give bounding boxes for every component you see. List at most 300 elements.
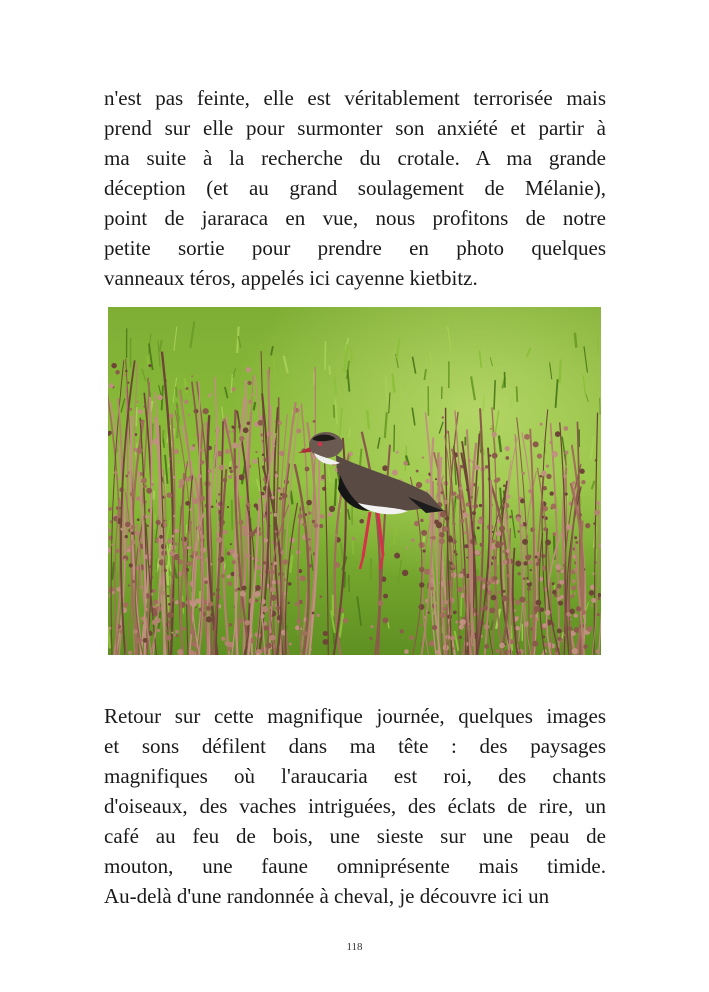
- seed-cluster: [406, 547, 408, 549]
- seed-cluster: [579, 469, 584, 474]
- seed-cluster: [152, 589, 156, 593]
- seed-cluster: [466, 650, 469, 653]
- seed-cluster: [459, 625, 464, 630]
- seed-cluster: [179, 479, 185, 485]
- grass-blade: [335, 479, 336, 507]
- seed-cluster: [131, 525, 136, 530]
- seed-cluster: [492, 531, 494, 533]
- seed-cluster: [505, 446, 510, 451]
- seed-cluster: [255, 599, 258, 602]
- seed-cluster: [527, 580, 530, 583]
- seed-cluster: [109, 627, 112, 630]
- seed-cluster: [254, 503, 258, 507]
- seed-cluster: [216, 537, 222, 543]
- seed-cluster: [516, 516, 521, 521]
- seed-cluster: [143, 638, 148, 643]
- seed-cluster: [191, 375, 193, 377]
- seed-cluster: [168, 458, 170, 460]
- seed-cluster: [255, 594, 259, 598]
- seed-cluster: [443, 500, 448, 505]
- seed-cluster: [229, 623, 233, 627]
- seed-cluster: [227, 574, 231, 578]
- seed-cluster: [501, 595, 507, 601]
- seed-cluster: [321, 475, 326, 480]
- grass-blade: [156, 559, 157, 587]
- seed-cluster: [128, 584, 130, 586]
- seed-cluster: [489, 607, 495, 613]
- seed-cluster: [369, 637, 372, 640]
- seed-cluster: [576, 606, 581, 611]
- seed-cluster: [169, 414, 174, 419]
- seed-cluster: [173, 515, 175, 517]
- seed-cluster: [171, 632, 173, 634]
- seed-cluster: [383, 594, 388, 599]
- seed-cluster: [246, 554, 250, 558]
- seed-cluster: [506, 574, 509, 577]
- seed-cluster: [526, 535, 528, 537]
- seed-cluster: [228, 552, 230, 554]
- seed-cluster: [247, 381, 251, 385]
- seed-cluster: [172, 535, 175, 538]
- seed-cluster: [178, 461, 180, 463]
- seed-cluster: [403, 461, 408, 466]
- seed-cluster: [240, 496, 242, 498]
- seed-cluster: [592, 573, 594, 575]
- seed-cluster: [546, 464, 549, 467]
- seed-cluster: [335, 534, 337, 536]
- seed-cluster: [475, 550, 480, 555]
- seed-cluster: [572, 481, 575, 484]
- seed-cluster: [221, 574, 225, 578]
- seed-cluster: [522, 539, 528, 545]
- seed-cluster: [281, 551, 285, 555]
- seed-cluster: [503, 485, 505, 487]
- seed-cluster: [136, 401, 138, 403]
- seed-cluster: [274, 562, 277, 565]
- seed-cluster: [520, 499, 525, 504]
- seed-cluster: [300, 628, 302, 630]
- seed-cluster: [453, 611, 457, 615]
- seed-cluster: [543, 486, 547, 490]
- seed-cluster: [439, 532, 445, 538]
- seed-cluster: [166, 492, 172, 498]
- seed-cluster: [377, 600, 383, 606]
- seed-cluster: [535, 618, 538, 621]
- seed-cluster: [556, 508, 559, 511]
- seed-cluster: [420, 624, 422, 626]
- seed-cluster: [496, 580, 499, 583]
- seed-cluster: [187, 561, 192, 566]
- seed-cluster: [552, 582, 555, 585]
- seed-cluster: [264, 458, 268, 462]
- seed-cluster: [483, 605, 488, 610]
- seed-cluster: [371, 625, 374, 628]
- seed-cluster: [540, 423, 543, 426]
- seed-cluster: [242, 525, 246, 529]
- seed-cluster: [273, 513, 277, 517]
- seed-cluster: [319, 595, 322, 598]
- seed-cluster: [124, 535, 128, 539]
- seed-cluster: [270, 512, 272, 514]
- grass-blade: [559, 359, 560, 383]
- seed-cluster: [138, 409, 143, 414]
- seed-cluster: [559, 580, 564, 585]
- seed-cluster: [279, 451, 285, 457]
- seed-cluster: [583, 645, 588, 650]
- seed-cluster: [296, 429, 301, 434]
- seed-cluster: [252, 393, 254, 395]
- seed-cluster: [259, 574, 261, 576]
- seed-cluster: [123, 602, 128, 607]
- seed-cluster: [464, 642, 468, 646]
- seed-cluster: [176, 405, 178, 407]
- seed-cluster: [596, 649, 600, 653]
- seed-cluster: [167, 595, 170, 598]
- seed-cluster: [288, 582, 292, 586]
- seed-cluster: [442, 416, 444, 418]
- seed-cluster: [232, 426, 235, 429]
- seed-cluster: [223, 570, 226, 573]
- seed-cluster: [505, 456, 509, 460]
- seed-cluster: [148, 364, 151, 367]
- seed-cluster: [416, 482, 422, 488]
- seed-cluster: [184, 543, 187, 546]
- grass-blade: [600, 398, 601, 415]
- seed-cluster: [258, 587, 261, 590]
- seed-cluster: [409, 635, 414, 640]
- seed-cluster: [284, 578, 287, 581]
- seed-cluster: [137, 518, 140, 521]
- seed-cluster: [541, 554, 545, 558]
- seed-cluster: [558, 600, 563, 605]
- seed-cluster: [114, 471, 117, 474]
- seed-cluster: [421, 530, 427, 536]
- seed-cluster: [302, 630, 307, 635]
- seed-cluster: [248, 508, 250, 510]
- seed-cluster: [232, 560, 236, 564]
- seed-cluster: [128, 650, 132, 654]
- seed-cluster: [450, 562, 453, 565]
- text-line: point de jararaca en vue, nous profitons de notre: [104, 206, 606, 230]
- seed-cluster: [283, 559, 289, 565]
- seed-cluster: [555, 431, 561, 437]
- seed-cluster: [157, 629, 160, 632]
- seed-cluster: [300, 575, 306, 581]
- seed-cluster: [288, 602, 290, 604]
- seed-cluster: [515, 626, 520, 631]
- seed-cluster: [173, 476, 176, 479]
- seed-cluster: [164, 379, 167, 382]
- seed-cluster: [523, 561, 527, 565]
- seed-cluster: [136, 496, 141, 501]
- seed-cluster: [136, 448, 142, 454]
- seed-cluster: [141, 546, 143, 548]
- seed-cluster: [574, 614, 578, 618]
- seed-cluster: [359, 519, 364, 524]
- seed-cluster: [235, 589, 238, 592]
- seed-cluster: [177, 649, 183, 655]
- seed-cluster: [177, 559, 183, 565]
- seed-cluster: [477, 526, 480, 529]
- seed-cluster: [594, 510, 600, 516]
- seed-cluster: [563, 634, 565, 636]
- seed-cluster: [292, 546, 294, 548]
- seed-cluster: [271, 496, 274, 499]
- seed-cluster: [349, 452, 353, 456]
- seed-cluster: [119, 630, 123, 634]
- seed-cluster: [134, 629, 138, 633]
- seed-cluster: [189, 508, 192, 511]
- seed-cluster: [444, 600, 449, 605]
- seed-cluster: [246, 503, 251, 508]
- seed-cluster: [140, 539, 143, 542]
- seed-cluster: [530, 615, 533, 618]
- seed-cluster: [244, 620, 250, 626]
- seed-cluster: [591, 604, 593, 606]
- seed-cluster: [394, 553, 400, 559]
- seed-cluster: [474, 504, 478, 508]
- seed-cluster: [130, 491, 135, 496]
- seed-cluster: [525, 555, 531, 561]
- seed-cluster: [472, 511, 476, 515]
- seed-cluster: [420, 519, 423, 522]
- paragraph-2: [104, 701, 606, 911]
- seed-cluster: [116, 587, 121, 592]
- seed-cluster: [270, 595, 276, 601]
- seed-cluster: [297, 619, 302, 624]
- seed-cluster: [141, 478, 147, 484]
- seed-cluster: [432, 536, 436, 540]
- seed-cluster: [268, 525, 270, 527]
- seed-cluster: [239, 436, 244, 441]
- seed-cluster: [204, 580, 208, 584]
- seed-cluster: [227, 581, 232, 586]
- seed-cluster: [435, 478, 437, 480]
- seed-cluster: [266, 643, 272, 649]
- seed-cluster: [484, 644, 489, 649]
- paragraph-1: [104, 83, 606, 293]
- seed-cluster: [528, 560, 532, 564]
- seed-cluster: [396, 451, 399, 454]
- seed-cluster: [463, 512, 469, 518]
- seed-cluster: [499, 526, 505, 532]
- seed-cluster: [352, 537, 355, 540]
- grass-blade: [154, 491, 155, 500]
- seed-cluster: [278, 489, 281, 492]
- seed-cluster: [495, 542, 501, 548]
- seed-cluster: [232, 387, 236, 391]
- seed-cluster: [319, 524, 323, 528]
- seed-cluster: [262, 606, 268, 612]
- seed-cluster: [227, 506, 229, 508]
- seed-cluster: [477, 519, 482, 524]
- text-line: d'oiseaux, des vaches intriguées, des éclats de rire, un: [104, 794, 606, 818]
- seed-cluster: [422, 456, 424, 458]
- seed-cluster: [530, 569, 532, 571]
- seed-cluster: [299, 508, 301, 510]
- seed-cluster: [524, 434, 530, 440]
- seed-cluster: [184, 400, 188, 404]
- seed-cluster: [528, 489, 532, 493]
- seed-cluster: [274, 530, 277, 533]
- seed-cluster: [553, 532, 557, 536]
- seed-cluster: [439, 538, 445, 544]
- seed-cluster: [312, 520, 316, 524]
- seed-cluster: [577, 538, 579, 540]
- seed-cluster: [458, 573, 463, 578]
- seed-cluster: [155, 520, 160, 525]
- seed-cluster: [125, 475, 128, 478]
- seed-cluster: [466, 556, 468, 558]
- seed-cluster: [188, 414, 190, 416]
- seed-cluster: [479, 577, 483, 581]
- seed-cluster: [146, 488, 152, 494]
- seed-cluster: [519, 597, 525, 603]
- seed-cluster: [118, 477, 120, 479]
- seed-cluster: [305, 467, 310, 472]
- seed-cluster: [490, 428, 492, 430]
- seed-cluster: [289, 642, 292, 645]
- seed-cluster: [468, 459, 471, 462]
- seed-cluster: [566, 524, 572, 530]
- seed-cluster: [186, 477, 191, 482]
- text-line: Au-delà d'une randonnée à cheval, je découvre ici un: [104, 884, 550, 908]
- seed-cluster: [552, 590, 557, 595]
- page-number: 118: [346, 941, 363, 953]
- seed-cluster: [533, 441, 539, 447]
- seed-cluster: [145, 515, 149, 519]
- seed-cluster: [302, 523, 305, 526]
- seed-cluster: [109, 383, 114, 388]
- seed-cluster: [572, 579, 576, 583]
- seed-cluster: [460, 619, 466, 625]
- seed-cluster: [487, 581, 491, 585]
- seed-cluster: [211, 505, 214, 508]
- seed-cluster: [218, 493, 220, 495]
- seed-cluster: [451, 572, 457, 578]
- seed-cluster: [243, 427, 249, 433]
- grass-blade: [334, 405, 335, 418]
- seed-cluster: [507, 651, 510, 654]
- seed-cluster: [192, 444, 195, 447]
- seed-cluster: [416, 470, 419, 473]
- seed-cluster: [172, 598, 175, 601]
- seed-cluster: [242, 585, 247, 590]
- seed-cluster: [199, 495, 205, 501]
- seed-cluster: [535, 600, 541, 606]
- seed-cluster: [466, 502, 470, 506]
- seed-cluster: [506, 549, 510, 553]
- seed-cluster: [491, 595, 497, 601]
- seed-cluster: [127, 382, 129, 384]
- seed-cluster: [111, 363, 117, 369]
- seed-cluster: [306, 500, 312, 506]
- seed-cluster: [557, 584, 562, 589]
- seed-cluster: [238, 474, 244, 480]
- seed-cluster: [125, 370, 128, 373]
- seed-cluster: [174, 529, 179, 534]
- seed-cluster: [219, 465, 225, 471]
- grass-blade: [176, 387, 177, 398]
- seed-cluster: [404, 649, 409, 654]
- seed-cluster: [485, 465, 489, 469]
- seed-cluster: [506, 494, 511, 499]
- seed-cluster: [252, 459, 257, 464]
- seed-cluster: [175, 630, 179, 634]
- seed-cluster: [581, 480, 585, 484]
- seed-cluster: [565, 493, 568, 496]
- seed-cluster: [551, 503, 557, 509]
- seed-cluster: [308, 511, 311, 514]
- seed-cluster: [153, 599, 158, 604]
- seed-cluster: [223, 530, 228, 535]
- seed-cluster: [536, 562, 540, 566]
- seed-cluster: [563, 475, 566, 478]
- text-line: petite sortie pour prendre en photo quelques: [104, 236, 606, 260]
- text-line: vanneaux téros, appelés ici cayenne kietbitz.: [104, 266, 478, 290]
- seed-cluster: [175, 634, 178, 637]
- text-line: et sons défilent dans ma tête : des paysages: [104, 734, 606, 758]
- seed-cluster: [464, 544, 468, 548]
- text-line: magnifiques où l'araucaria est roi, des chants: [104, 764, 606, 788]
- seed-cluster: [479, 504, 482, 507]
- seed-cluster: [152, 619, 158, 625]
- seed-cluster: [159, 535, 163, 539]
- seed-cluster: [425, 479, 429, 483]
- grass-blade: [329, 366, 330, 375]
- seed-cluster: [527, 587, 531, 591]
- seed-cluster: [498, 591, 501, 594]
- text-line: n'est pas feinte, elle est véritablement terrorisée mais: [104, 86, 606, 110]
- seed-cluster: [455, 621, 458, 624]
- seed-cluster: [509, 515, 512, 518]
- seed-cluster: [282, 493, 288, 499]
- seed-cluster: [552, 451, 558, 457]
- seed-cluster: [195, 434, 197, 436]
- seed-cluster: [492, 432, 497, 437]
- seed-cluster: [591, 598, 596, 603]
- seed-cluster: [517, 572, 520, 575]
- seed-cluster: [328, 512, 333, 517]
- seed-cluster: [539, 475, 542, 478]
- seed-cluster: [323, 631, 328, 636]
- seed-cluster: [174, 554, 180, 560]
- grass-blade: [597, 616, 598, 635]
- grass-blade: [163, 430, 164, 439]
- seed-cluster: [124, 374, 126, 376]
- seed-cluster: [264, 538, 268, 542]
- seed-cluster: [125, 522, 130, 527]
- seed-cluster: [572, 648, 578, 654]
- seed-cluster: [313, 523, 318, 528]
- seed-cluster: [238, 618, 243, 623]
- seed-cluster: [228, 475, 232, 479]
- seed-cluster: [270, 606, 273, 609]
- seed-cluster: [392, 470, 398, 476]
- seed-cluster: [440, 612, 446, 618]
- seed-cluster: [430, 587, 434, 591]
- seed-cluster: [141, 622, 144, 625]
- seed-cluster: [557, 637, 561, 641]
- seed-cluster: [502, 590, 505, 593]
- seed-cluster: [197, 555, 201, 559]
- seed-cluster: [209, 393, 212, 396]
- seed-cluster: [573, 592, 575, 594]
- seed-cluster: [251, 557, 254, 560]
- seed-cluster: [129, 408, 132, 411]
- grass-blade: [575, 333, 576, 348]
- seed-cluster: [537, 453, 542, 458]
